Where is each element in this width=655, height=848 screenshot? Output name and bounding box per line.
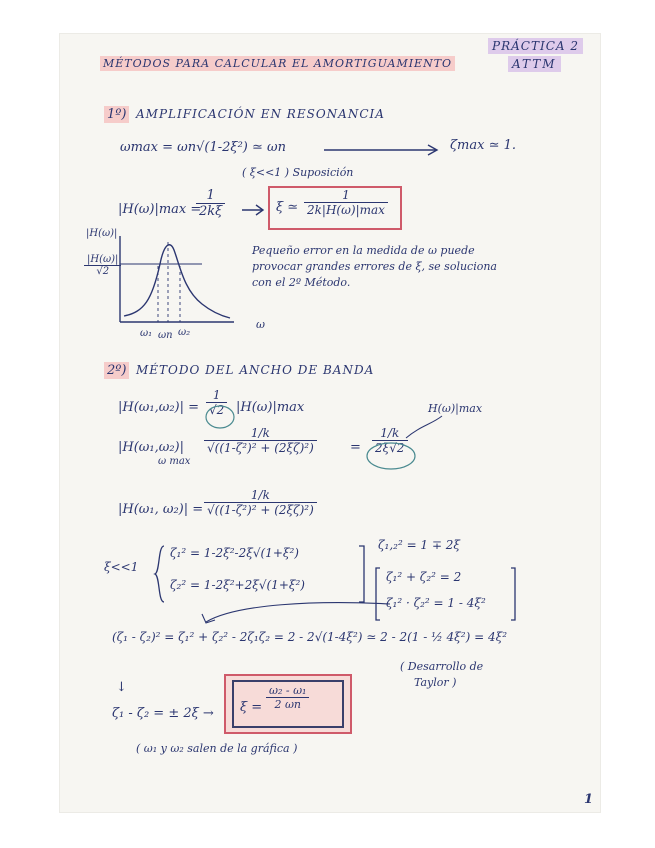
eq3-den: √((1-ζ²)² + (2ξζ)²) (207, 503, 314, 517)
approx-relation: ζ₁,₂² = 1 ∓ 2ξ (378, 538, 460, 552)
plot-ref-num: |H(ω)| (84, 254, 121, 266)
boxed-num: 1 (304, 188, 388, 203)
eq1-rhs: |H(ω)|max (236, 400, 305, 415)
plot-ref-den: √2 (96, 266, 110, 277)
eq2-den: √((1-ζ²)² + (2ξζ)²) (207, 441, 314, 455)
eq2-right-den: 2ξ√2 (375, 441, 405, 455)
footnote: ( ω₁ y ω₂ salen de la gráfica ) (136, 742, 298, 755)
expansion-equation: (ζ₁ - ζ₂)² = ζ₁² + ζ₂² - 2ζ₁ζ₂ = 2 - 2√(1-4ξ²) ≃ 2 - 2(1 - ½ 4ξ²) = 4ξ² (112, 630, 507, 644)
course-label: ATTM (508, 56, 561, 72)
system-line-1: ζ₁² = 1-2ξ²-2ξ√(1+ξ²) (170, 546, 299, 560)
final-den: 2 ωn (274, 698, 302, 711)
right-line-1: ζ₁² + ζ₂² = 2 (386, 570, 462, 584)
right-bracket (358, 544, 366, 604)
arrow-icon (242, 205, 268, 215)
boxed-lhs: ξ ≃ (276, 200, 299, 215)
eq2-num: 1/k (204, 426, 317, 441)
eq5-lhs: ζ₁ - ζ₂ = ± 2ξ → (112, 706, 214, 721)
taylor-note-2: Taylor ) (414, 676, 457, 689)
eq3-lhs: |H(ω₁, ω₂)| = (118, 502, 204, 517)
eq-wmax: ωmax = ωn√(1-2ξ²) ≃ ωn (120, 140, 287, 155)
page-number: 1 (584, 792, 594, 807)
note-line-2: provocar grandes errores de ξ, se soluciona (252, 260, 497, 273)
callout-curve (402, 412, 462, 442)
assumption-note: ( ξ<<1 ) Suposición (242, 166, 354, 179)
eq2-equals: = (350, 440, 361, 455)
curved-arrow (196, 598, 396, 628)
note-line-3: con el 2º Método. (252, 276, 351, 289)
boxed-den: 2k|H(ω)|max (307, 203, 385, 217)
plot-x-label: ω (256, 318, 265, 331)
eq2-sub: ω max (158, 456, 191, 467)
right-system-close (510, 566, 518, 622)
practice-label: PRÁCTICA 2 (488, 38, 583, 54)
system-line-2: ζ₂² = 1-2ξ²+2ξ√(1+ξ²) (170, 578, 305, 592)
right-line-2: ζ₁² · ζ₂² = 1 - 4ξ² (386, 596, 486, 610)
circle-mark-icon-2 (366, 442, 416, 472)
section1-title: AMPLIFICACIÓN EN RESONANCIA (136, 107, 385, 121)
taylor-note-1: ( Desarrollo de (400, 660, 484, 673)
plot-y-label: |H(ω)| (86, 228, 118, 239)
tick-w1: ω₁ (140, 328, 153, 339)
tick-wn: ωn (158, 330, 173, 341)
eq3-num: 1/k (204, 488, 317, 503)
eq-h-lhs: |H(ω)|max = (118, 202, 202, 217)
note-line-1: Pequeño error en la medida de ω puede (252, 244, 475, 257)
eq-h-den: 2kξ (199, 204, 223, 219)
callout-label: H(ω)|max (428, 402, 483, 415)
section2-number: 2º) (104, 362, 129, 379)
zeta-max-result: ζmax ≃ 1. (450, 138, 517, 153)
eq2-lhs: |H(ω₁,ω₂)| (118, 440, 184, 455)
down-arrow: ↓ (116, 680, 127, 695)
eq-h-num: 1 (196, 188, 225, 204)
section1-number: 1º) (104, 106, 129, 123)
final-num: ω₂ - ω₁ (266, 684, 309, 698)
eq2-right-num: 1/k (372, 426, 408, 441)
final-lhs: ξ = (240, 700, 263, 715)
xi-condition: ξ<<1 (104, 560, 139, 574)
tick-w2: ω₂ (178, 327, 191, 338)
long-arrow-icon (324, 145, 444, 155)
eq1-den: √2 (209, 403, 225, 417)
left-brace (154, 544, 166, 604)
page-title: MÉTODOS PARA CALCULAR EL AMORTIGUAMIENTO (100, 56, 455, 71)
eq1-lhs: |H(ω₁,ω₂)| = (118, 400, 200, 415)
section2-title: MÉTODO DEL ANCHO DE BANDA (136, 363, 375, 377)
eq1-num: 1 (206, 388, 227, 403)
